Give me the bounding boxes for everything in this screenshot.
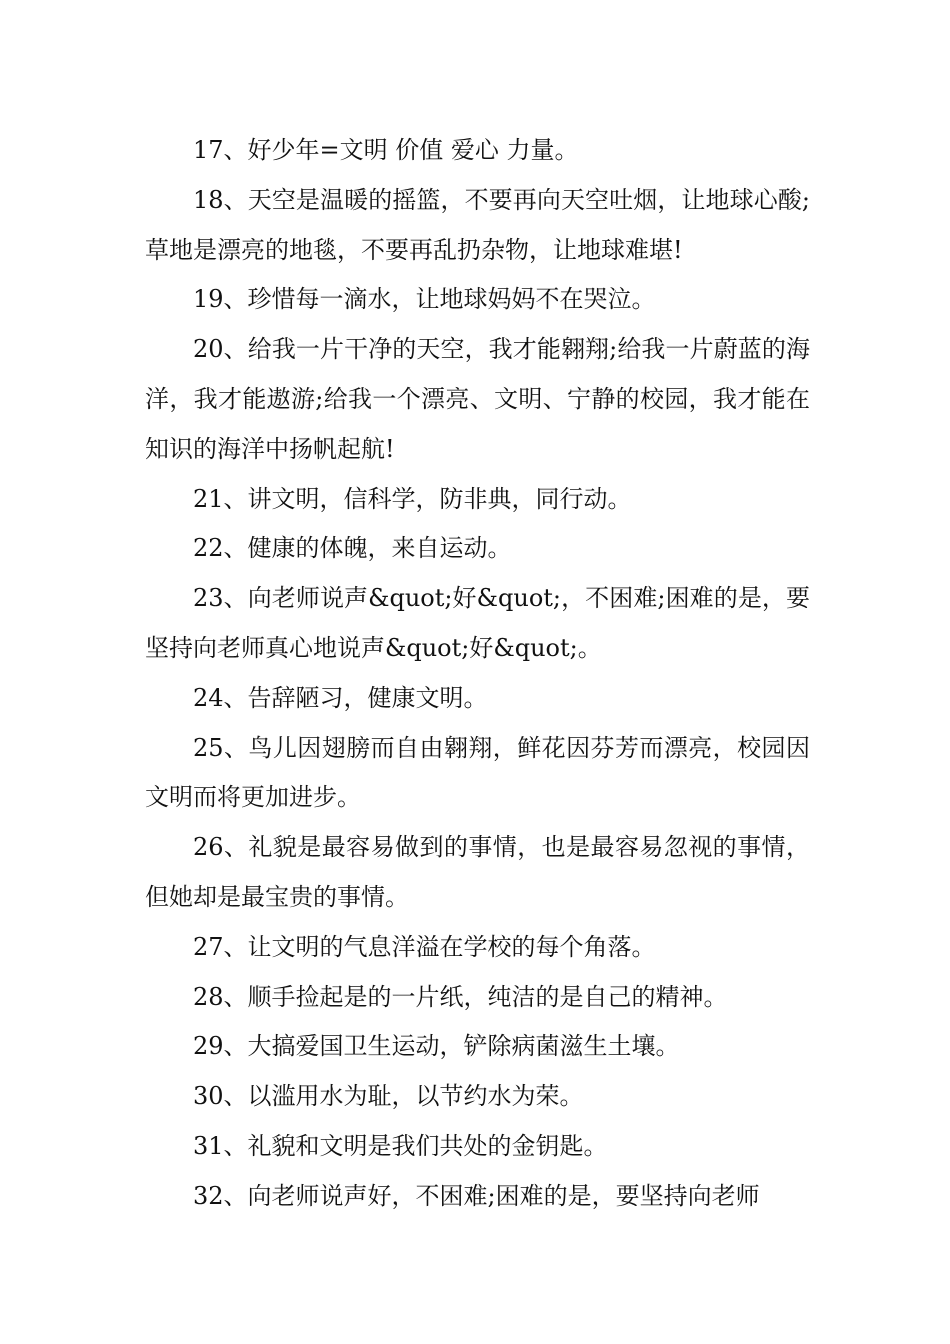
paragraph-31: 31、礼貌和文明是我们共处的金钥匙。: [193, 1131, 608, 1160]
paragraph-19: 19、珍惜每一滴水，让地球妈妈不在哭泣。: [193, 285, 656, 314]
paragraph-28: 28、顺手捡起是的一片纸，纯洁的是自己的精神。: [193, 982, 728, 1011]
paragraph-21: 21、讲文明，信科学，防非典，同行动。: [193, 484, 632, 513]
paragraph-29: 29、大搞爱国卫生运动，铲除病菌滋生土壤。: [193, 1032, 680, 1061]
paragraph-30: 30、以滥用水为耻，以节约水为荣。: [193, 1082, 584, 1111]
paragraph-32: 32、向老师说声好，不困难;困难的是，要坚持向老师: [193, 1181, 760, 1210]
document-body: [145, 126, 810, 1222]
paragraph-24: 24、告辞陋习，健康文明。: [193, 683, 488, 712]
paragraph-26: 26、礼貌是最容易做到的事情，也是最容易忽视的事情，但她却是最宝贵的事情。: [145, 833, 810, 911]
paragraph-25: 25、鸟儿因翅膀而自由翱翔，鲜花因芬芳而漂亮，校园因文明而将更加进步。: [145, 733, 810, 812]
paragraph-20: 20、给我一片干净的天空，我才能翱翔;给我一片蔚蓝的海洋，我才能遨游;给我一个漂亮、文明、宁静的校园，我才能在知识的海洋中扬帆起航!: [145, 335, 810, 463]
paragraph-17: 17、好少年=文明 价值 爱心 力量。: [193, 136, 579, 164]
paragraph-27: 27、让文明的气息洋溢在学校的每个角落。: [193, 932, 656, 961]
paragraph-23: 23、向老师说声&quot;好&quot;，不困难;困难的是，要坚持向老师真心地说声&quot;好&quot;。: [145, 584, 810, 662]
paragraph-18: 18、天空是温暖的摇篮，不要再向天空吐烟，让地球心酸;草地是漂亮的地毯，不要再乱扔杂物，让地球难堪!: [145, 185, 810, 264]
paragraph-22: 22、健康的体魄，来自运动。: [193, 534, 512, 563]
